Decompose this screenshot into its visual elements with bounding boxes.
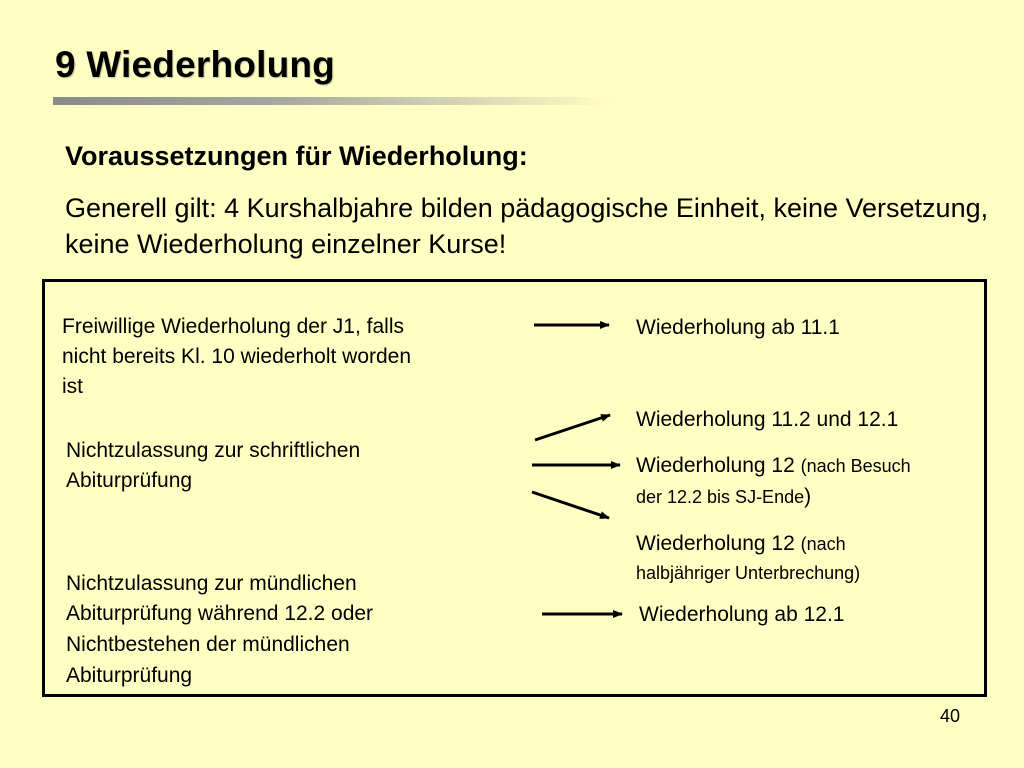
condition-schriftlich-line-1: Nichtzulassung zur schriftlichen (66, 439, 361, 462)
result-12-unterbrechung-line-2 (636, 557, 860, 589)
subheading: Voraussetzungen für Wiederholung: (65, 141, 528, 171)
condition-muendlich-line-2: Abiturprüfung während 12.2 oder (66, 602, 374, 625)
slide-title: 9 Wiederholung (55, 44, 335, 85)
result-12-note: (nach Besuch (800, 456, 911, 476)
condition-muendlich-line-1: Nichtzulassung zur mündlichen (66, 572, 357, 595)
condition-schriftlich-line-2: Abiturprüfung (66, 469, 193, 492)
result-ab-12-1: Wiederholung ab 12.1 (639, 603, 845, 626)
result-12-nach-besuch-line-1 (636, 450, 911, 482)
title-underline (53, 97, 613, 105)
result-12-unterbrechung-line-1 (636, 528, 846, 560)
condition-muendlich-line-4: Abiturprüfung (66, 664, 193, 687)
condition-freiwillig-line-3: ist (62, 375, 83, 398)
result-12-note-close: ) (804, 485, 812, 508)
result-11-2-und-12-1: Wiederholung 11.2 und 12.1 (636, 408, 899, 431)
result-12-label: Wiederholung 12 (636, 454, 795, 477)
condition-freiwillig-line-2: nicht bereits Kl. 10 wiederholt worden (62, 345, 412, 368)
result-12-unterbrechung-label: Wiederholung 12 (636, 532, 795, 555)
condition-muendlich-line-3: Nichtbestehen der mündlichen (66, 633, 350, 656)
result-12-unterbrechung-note-continued: halbjähriger Unterbrechung) (636, 563, 861, 583)
result-ab-11-1: Wiederholung ab 11.1 (636, 316, 840, 339)
result-12-note-continued: der 12.2 bis SJ-Ende (636, 487, 805, 507)
condition-freiwillig-line-1: Freiwillige Wiederholung der J1, falls (62, 315, 404, 338)
page-number: 40 (940, 706, 961, 726)
result-12-unterbrechung-note: (nach (800, 534, 846, 554)
intro-text: Generell gilt: 4 Kurshalbjahre bilden pädagogische Einheit, keine Versetzung, keine Wiederholung einzelner Kurse! (65, 193, 989, 259)
result-12-nach-besuch-line-2 (636, 481, 811, 513)
